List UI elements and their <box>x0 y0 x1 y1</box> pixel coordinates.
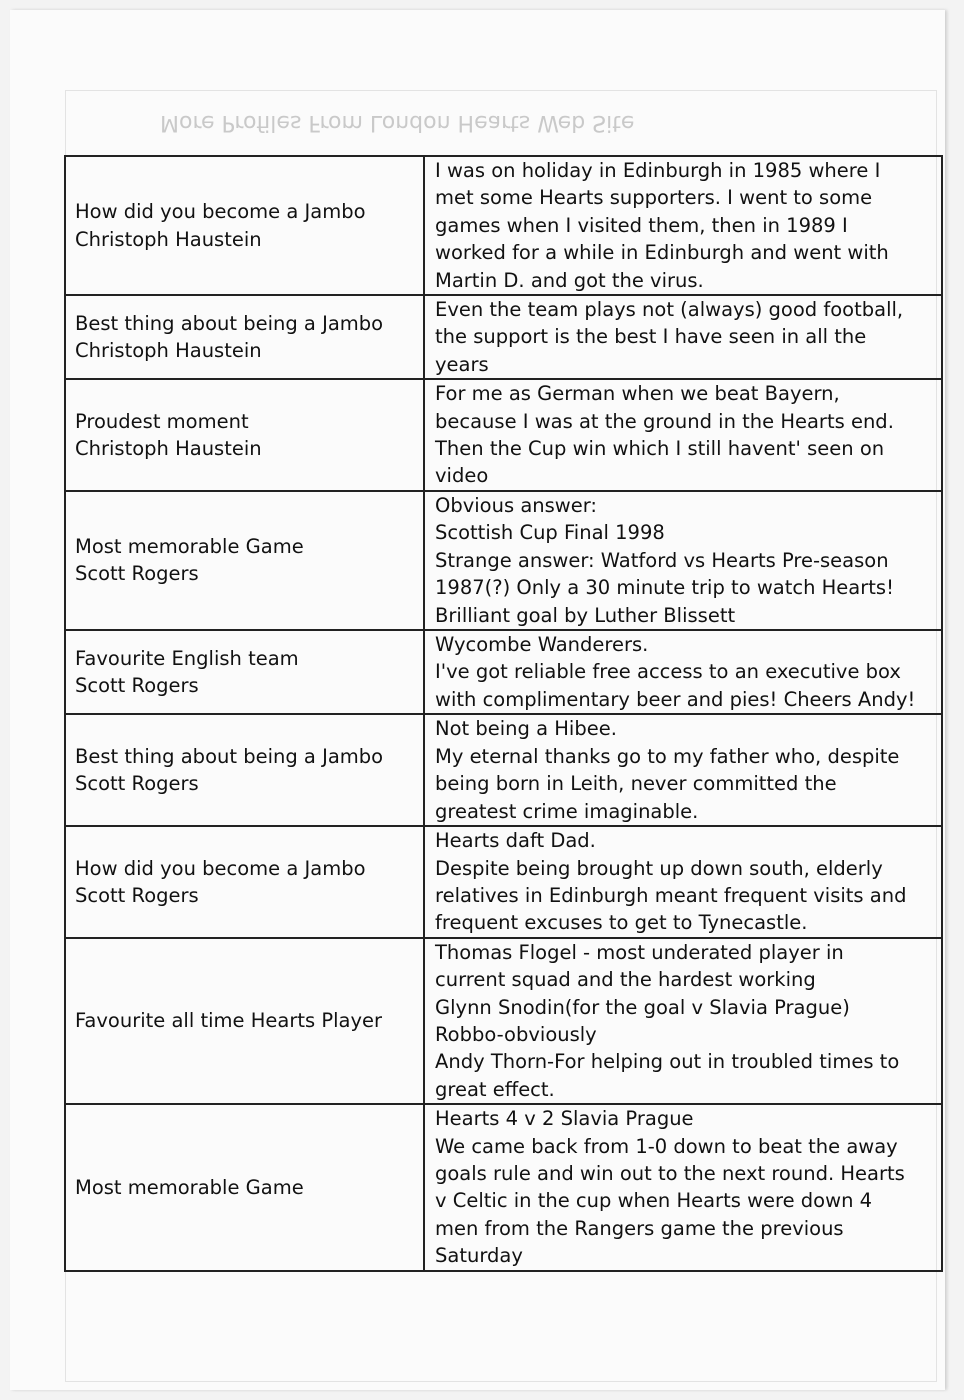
table-row <box>65 714 942 826</box>
question-label: Proudest moment <box>75 409 249 433</box>
question-label: Most memorable Game <box>75 1175 304 1199</box>
answer-cell: Obvious answer: Scottish Cup Final 1998 Strange answer: Watford vs Hearts Pre-season 1987(?) Only a 30 minute trip to watch Hearts! Brilliant goal by Luther Blissett <box>424 491 942 630</box>
show-through-title: More Profiles From London Hearts Web Site <box>160 110 635 135</box>
answer-cell: Hearts 4 v 2 Slavia Prague We came back from 1-0 down to beat the away goals rule and win out to the next round. Hearts v Celtic in the cup when Hearts were down 4 men from the Rangers game the previous Saturday <box>424 1104 942 1270</box>
question-cell <box>65 156 424 295</box>
supporter-name: Scott Rogers <box>75 562 199 586</box>
supporter-name: Christoph Haustein <box>75 339 262 363</box>
supporter-name: Christoph Haustein <box>75 227 262 251</box>
answer-cell: Not being a Hibee. My eternal thanks go to my father who, despite being born in Leith, never committed the greatest crime imaginable. <box>424 714 942 826</box>
question-cell <box>65 826 424 938</box>
question-label: Best thing about being a Jambo <box>75 744 384 768</box>
question-cell <box>65 295 424 379</box>
table-row <box>65 1104 942 1270</box>
question-cell <box>65 938 424 1104</box>
answer-cell: For me as German when we beat Bayern, because I was at the ground in the Hearts end. Then the Cup win which I still havent' seen on video <box>424 379 942 491</box>
table-row <box>65 630 942 714</box>
answer-cell: Hearts daft Dad. Despite being brought up down south, elderly relatives in Edinburgh meant frequent visits and frequent excuses to get to Tynecastle. <box>424 826 942 938</box>
answer-cell: Even the team plays not (always) good football, the support is the best I have seen in all the years <box>424 295 942 379</box>
table-row <box>65 491 942 630</box>
question-cell <box>65 630 424 714</box>
question-label: Favourite all time Hearts Player <box>75 1009 383 1033</box>
question-label: How did you become a Jambo <box>75 200 366 224</box>
question-label: Most memorable Game <box>75 534 304 558</box>
supporter-name: Scott Rogers <box>75 674 199 698</box>
question-label: Favourite English team <box>75 646 299 670</box>
table-row <box>65 156 942 295</box>
question-cell <box>65 491 424 630</box>
table-row <box>65 379 942 491</box>
supporter-name: Christoph Haustein <box>75 437 262 461</box>
profiles-table <box>64 155 943 1272</box>
question-label: How did you become a Jambo <box>75 856 366 880</box>
supporter-name: Scott Rogers <box>75 772 199 796</box>
table-row <box>65 938 942 1104</box>
supporter-name: Scott Rogers <box>75 883 199 907</box>
answer-cell: I was on holiday in Edinburgh in 1985 where I met some Hearts supporters. I went to some games when I visited them, then in 1989 I worked for a while in Edinburgh and went with Martin D. and got the virus. <box>424 156 942 295</box>
question-label: Best thing about being a Jambo <box>75 311 384 335</box>
answer-cell: Wycombe Wanderers. I've got reliable free access to an executive box with complimentary beer and pies! Cheers Andy! <box>424 630 942 714</box>
question-cell <box>65 1104 424 1270</box>
answer-cell: Thomas Flogel - most underated player in current squad and the hardest working Glynn Snodin(for the goal v Slavia Prague) Robbo-obviously Andy Thorn-For helping out in troubled times to great effect. <box>424 938 942 1104</box>
table-row <box>65 295 942 379</box>
table-row <box>65 826 942 938</box>
question-cell <box>65 714 424 826</box>
question-cell <box>65 379 424 491</box>
